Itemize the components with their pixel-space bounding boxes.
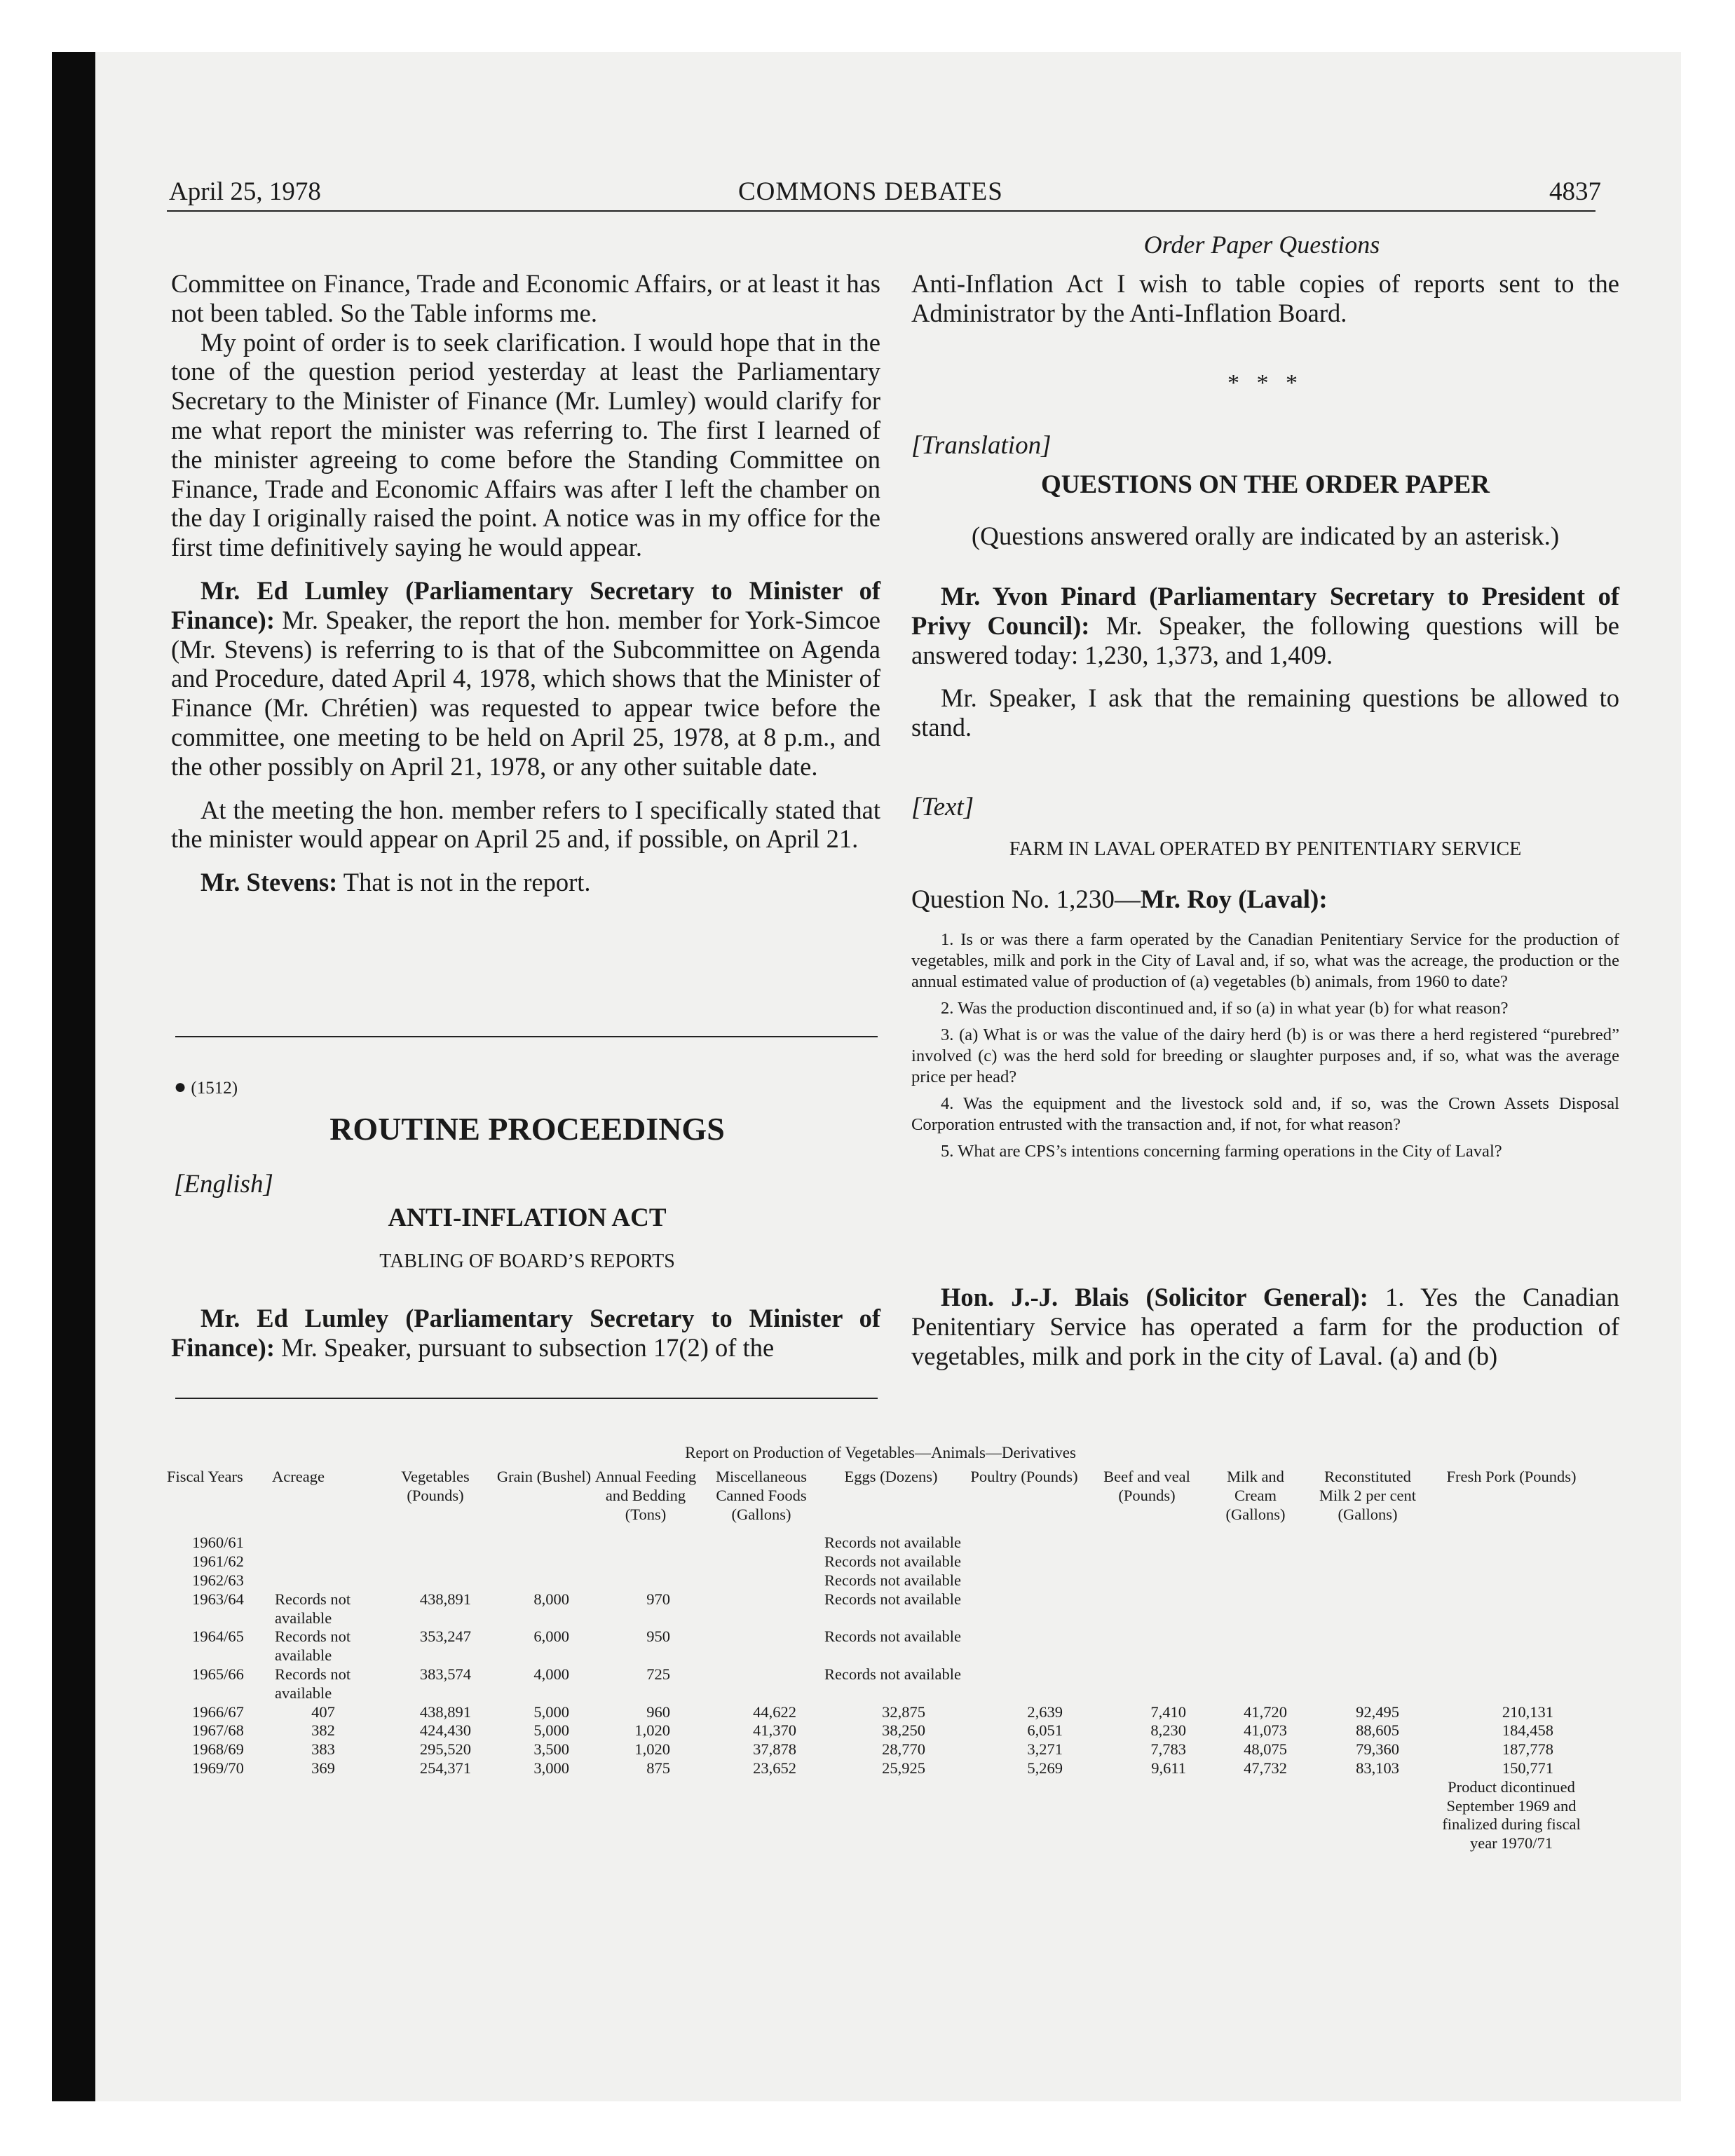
table-cell-recon: 79,360: [1356, 1740, 1399, 1759]
table-caption: Report on Production of Vegetables—Animals—Derivatives: [685, 1444, 1076, 1461]
table-cell-year: 1962/63: [192, 1571, 244, 1589]
table-row: [165, 1571, 1595, 1590]
table-cell-poultry: [958, 1534, 1091, 1553]
table-cell-poultry: [958, 1553, 1091, 1571]
question-parts: [911, 929, 1619, 1162]
table-row: [165, 1665, 1595, 1703]
table-cell-recon: [1308, 1590, 1427, 1628]
table-cell-recon: [1308, 1571, 1427, 1590]
table-cell-recon: [1308, 1628, 1427, 1665]
table-cell-pork: [1427, 1665, 1595, 1703]
table-cell-feed: 1,020: [634, 1740, 670, 1759]
table-cell-eggs: Records not available: [824, 1534, 961, 1552]
table-cell-feed: 875: [646, 1759, 670, 1777]
table-cell-eggs: Records not available: [824, 1665, 961, 1683]
table-cell-pork: [1427, 1590, 1595, 1628]
left-column: [171, 269, 880, 897]
column-header: Acreage: [272, 1468, 325, 1485]
table-cell-pork: 150,771: [1502, 1759, 1553, 1777]
table-cell-year: 1964/65: [192, 1628, 244, 1646]
table-cell-grain: [495, 1534, 593, 1553]
paragraph: Hon. J.-J. Blais (Solicitor General): 1. Yes the Canadian Penitentiary Service has operated a farm for the production of vegetables, milk and pork in the city of Laval. (a) and (b): [911, 1283, 1619, 1370]
table-row: [165, 1628, 1595, 1665]
table-cell-eggs: Records not available: [824, 1590, 961, 1608]
paragraph: Mr. Yvon Pinard (Parliamentary Secretary to President of Privy Council): Mr. Speaker, the following questions will be answered today: 1,230, 1,373, and 1,409.: [911, 582, 1619, 669]
column-header: Milk and Cream (Gallons): [1225, 1468, 1286, 1523]
paragraph: Mr. Speaker, I ask that the remaining questions be allowed to stand.: [911, 683, 1619, 742]
table-cell-eggs: 38,250: [882, 1721, 925, 1740]
act-title: ANTI-INFLATION ACT: [388, 1203, 667, 1232]
table-cell-veg: 438,891: [419, 1703, 471, 1721]
paragraph: Mr. Stevens: That is not in the report.: [200, 868, 591, 897]
table-cell-milk: [1203, 1665, 1308, 1703]
question-part: 2. Was the production discontinued and, if so (a) in what year (b) for what reason?: [941, 999, 1509, 1018]
table-cell-misc: [698, 1571, 824, 1590]
table-cell-eggs: 32,875: [882, 1703, 925, 1721]
question-number: Question No. 1,230—Mr. Roy (Laval):: [911, 885, 1328, 914]
table-cell-beef: 9,611: [1151, 1759, 1186, 1777]
table-cell-veg: 295,520: [419, 1740, 471, 1759]
table-row: [165, 1703, 1595, 1722]
table-header-row: [165, 1468, 1595, 1524]
table-cell-eggs: Records not available: [824, 1553, 961, 1571]
question-heading: FARM IN LAVAL OPERATED BY PENITENTIARY SERVICE: [1009, 838, 1522, 860]
table-cell-poultry: [958, 1628, 1091, 1665]
right-column-middle: [911, 582, 1619, 742]
table-row: [165, 1721, 1595, 1740]
table-cell-beef: [1091, 1628, 1203, 1665]
table-cell-milk: [1203, 1534, 1308, 1553]
table-cell-acreage: [271, 1553, 376, 1571]
table-cell-year: 1963/64: [192, 1590, 244, 1608]
right-column-answer: [911, 1283, 1619, 1370]
speaker-name: Mr. Ed Lumley (Parliamentary Secretary to Minister of Finance):: [171, 1304, 880, 1362]
speaker-name: Mr. Yvon Pinard (Parliamentary Secretary to President of Privy Council):: [911, 582, 1619, 640]
table-cell-year: 1966/67: [192, 1703, 244, 1721]
table-cell-acreage: Records not available: [275, 1665, 351, 1702]
question-part: 4. Was the equipment and the livestock sold and, if so, was the Crown Assets Disposal Corporation entrusted with the transaction and, if not, for what reason?: [911, 1094, 1619, 1134]
table-cell-misc: [698, 1590, 824, 1628]
column-end-rule: [175, 1398, 878, 1399]
header-page-number: 4837: [1549, 177, 1601, 206]
running-head: Order Paper Questions: [1143, 231, 1380, 259]
table-cell-recon: [1308, 1665, 1427, 1703]
table-cell-year: 1969/70: [192, 1759, 244, 1777]
table-cell-milk: [1203, 1553, 1308, 1571]
table-cell-misc: [698, 1553, 824, 1571]
table-cell-pork: 184,458: [1502, 1721, 1553, 1740]
table-cell-poultry: 2,639: [1027, 1703, 1063, 1721]
table-cell-acreage: 407: [311, 1703, 335, 1721]
right-column: [911, 269, 1619, 328]
column-header: Eggs (Dozens): [844, 1468, 938, 1485]
column-header: Grain (Bushel): [496, 1468, 592, 1485]
table-row: [165, 1534, 1595, 1553]
table-cell-poultry: [958, 1665, 1091, 1703]
table-cell-misc: [698, 1665, 824, 1703]
left-column-bottom: [171, 1304, 880, 1363]
table-cell-feed: 950: [646, 1628, 670, 1646]
table-cell-veg: 254,371: [419, 1759, 471, 1777]
column-header: Fresh Pork (Pounds): [1446, 1468, 1577, 1485]
note: (Questions answered orally are indicated by an asterisk.): [971, 522, 1560, 551]
table-cell-beef: [1091, 1553, 1203, 1571]
table-cell-acreage: 383: [311, 1740, 335, 1759]
table-cell-beef: [1091, 1665, 1203, 1703]
table-cell-eggs: Records not available: [824, 1571, 961, 1589]
table-cell-grain: [495, 1571, 593, 1590]
table-note-row: [165, 1778, 1595, 1853]
header-rule: [167, 210, 1595, 212]
question-part: 1. Is or was there a farm operated by the Canadian Penitentiary Service for the production of vegetables, milk and pork in the City of Laval and, if so, what was the acreage, the production or the annual estimated value of production of (a) vegetables (b) animals, from 1960 to date?: [911, 930, 1619, 991]
table-cell-feed: 970: [646, 1590, 670, 1608]
table-cell-acreage: [271, 1571, 376, 1590]
table-cell-poultry: 5,269: [1027, 1759, 1063, 1777]
column-header: Annual Feeding and Bedding (Tons): [594, 1468, 697, 1523]
paragraph: My point of order is to seek clarification. I would hope that in the tone of the question period yesterday at least the Parliamentary Secretary to the Minister of Finance (Mr. Lumley) would clarify for me what report the minister was referring to. The first I learned of the minister agreeing to come before the Standing Committee on Finance, Trade and Economic Affairs was after I left the chamber on the day I originally raised the point. A notice was in my office for the first time definitively saying he would appear.: [171, 327, 880, 562]
table-cell-feed: 1,020: [634, 1721, 670, 1740]
table-cell-poultry: [958, 1590, 1091, 1628]
column-header: Beef and veal (Pounds): [1103, 1468, 1190, 1504]
table-cell-year: 1965/66: [192, 1665, 244, 1683]
pork-note: Product dicontinued September 1969 and finalized during fiscal year 1970/71: [1442, 1778, 1581, 1853]
table-cell-recon: 92,495: [1356, 1703, 1399, 1721]
table-cell-pork: [1427, 1571, 1595, 1590]
table-cell-year: 1960/61: [192, 1534, 244, 1552]
table-cell-veg: 353,247: [419, 1628, 471, 1646]
table-cell-beef: [1091, 1571, 1203, 1590]
section-title: ROUTINE PROCEEDINGS: [329, 1111, 725, 1147]
table-cell-veg: 424,430: [419, 1721, 471, 1740]
table-cell-feed: 725: [646, 1665, 670, 1683]
table-cell-acreage: [271, 1534, 376, 1553]
table-cell-year: 1967/68: [192, 1721, 244, 1740]
table-cell-poultry: 3,271: [1027, 1740, 1063, 1759]
table-row: [165, 1759, 1595, 1778]
table-cell-grain: 6,000: [533, 1628, 569, 1646]
table-cell-veg: 383,574: [419, 1665, 471, 1683]
table-row: [165, 1590, 1595, 1628]
bullet-icon: ●: [174, 1075, 187, 1098]
table-cell-misc: [698, 1534, 824, 1553]
production-table: [165, 1468, 1595, 1853]
time-marker: ● (1512): [174, 1075, 238, 1098]
table-cell-milk: 47,732: [1244, 1759, 1287, 1777]
table-cell-feed: 960: [646, 1703, 670, 1721]
section-title: QUESTIONS ON THE ORDER PAPER: [1040, 470, 1490, 499]
table-cell-pork: 210,131: [1502, 1703, 1553, 1721]
paragraph: Committee on Finance, Trade and Economic Affairs, or at least it has not been tabled. So the Table informs me.: [171, 269, 880, 327]
separator-stars: * * *: [1227, 370, 1303, 396]
table-cell-feed: [593, 1571, 698, 1590]
header-title: COMMONS DEBATES: [738, 177, 1003, 206]
table-cell-beef: [1091, 1534, 1203, 1553]
table-cell-eggs: Records not available: [824, 1628, 961, 1646]
table-cell-feed: [593, 1534, 698, 1553]
language-marker: [English]: [174, 1170, 273, 1199]
table-cell-milk: 41,720: [1244, 1703, 1287, 1721]
language-marker: [Text]: [911, 793, 974, 821]
header-date: April 25, 1978: [169, 177, 321, 206]
paragraph: Anti-Inflation Act I wish to table copies of reports sent to the Administrator by the Anti-Inflation Board.: [911, 269, 1619, 327]
table-row: [165, 1553, 1595, 1571]
table-cell-recon: [1308, 1553, 1427, 1571]
table-cell-veg: 438,891: [419, 1590, 471, 1608]
column-header: Poultry (Pounds): [970, 1468, 1078, 1485]
table-cell-milk: 48,075: [1244, 1740, 1287, 1759]
table-cell-misc: 44,622: [753, 1703, 796, 1721]
table-row: [165, 1740, 1595, 1759]
table-cell-poultry: [958, 1571, 1091, 1590]
table-cell-beef: 8,230: [1150, 1721, 1186, 1740]
table-cell-misc: [698, 1628, 824, 1665]
table-cell-eggs: 28,770: [882, 1740, 925, 1759]
table-cell-veg: [376, 1553, 495, 1571]
table-cell-grain: 5,000: [533, 1721, 569, 1740]
subheading: TABLING OF BOARD’S REPORTS: [379, 1250, 675, 1272]
column-header: Vegetables (Pounds): [401, 1468, 470, 1504]
table-cell-grain: 4,000: [533, 1665, 569, 1683]
table-cell-year: 1968/69: [192, 1740, 244, 1759]
paragraph: At the meeting the hon. member refers to I specifically stated that the minister would appear on April 25 and, if possible, on April 21.: [171, 795, 880, 854]
table-cell-misc: 23,652: [753, 1759, 796, 1777]
table-cell-milk: 41,073: [1244, 1721, 1287, 1740]
table-cell-pork: [1427, 1628, 1595, 1665]
table-cell-acreage: 382: [311, 1721, 335, 1740]
table-cell-grain: 5,000: [533, 1703, 569, 1721]
language-marker: [Translation]: [911, 431, 1052, 460]
table-cell-acreage: 369: [311, 1759, 335, 1777]
column-header: Miscellaneous Canned Foods (Gallons): [716, 1468, 807, 1523]
speaker-name: Mr. Ed Lumley (Parliamentary Secretary to Minister of Finance):: [171, 575, 880, 634]
scan-edge-shadow: [52, 52, 95, 2101]
table-cell-beef: 7,410: [1150, 1703, 1186, 1721]
column-header: Fiscal Years: [167, 1468, 243, 1485]
table-cell-eggs: 25,925: [882, 1759, 925, 1777]
table-cell-grain: 3,500: [533, 1740, 569, 1759]
table-cell-recon: 83,103: [1356, 1759, 1399, 1777]
table-cell-poultry: 6,051: [1027, 1721, 1063, 1740]
paragraph: Mr. Ed Lumley (Parliamentary Secretary to Minister of Finance): Mr. Speaker, pursuant to subsection 17(2) of the: [171, 1304, 880, 1362]
table-cell-beef: 7,783: [1150, 1740, 1186, 1759]
table-cell-recon: 88,605: [1356, 1721, 1399, 1740]
table-cell-milk: [1203, 1628, 1308, 1665]
paragraph: Mr. Ed Lumley (Parliamentary Secretary to Minister of Finance): Mr. Speaker, the report the hon. member for York-Simcoe (Mr. Stevens) is referring to is that of the Subcommittee on Agenda and Procedure, dated April 4, 1978, which shows that the Minister of Finance (Mr. Chrétien) was requested to appear twice before the committee, one meeting to be held on April 25, 1978, at 8 p.m., and the other possibly on April 21, 1978, or any other suitable date.: [171, 575, 880, 781]
table-cell-misc: 37,878: [753, 1740, 796, 1759]
table-cell-veg: [376, 1571, 495, 1590]
table-cell-acreage: Records not available: [275, 1628, 351, 1665]
table-cell-veg: [376, 1534, 495, 1553]
table-cell-year: 1961/62: [192, 1553, 244, 1571]
table-cell-acreage: Records not available: [275, 1590, 351, 1627]
table-cell-misc: 41,370: [753, 1721, 796, 1740]
table-cell-pork: 187,778: [1502, 1740, 1553, 1759]
table-cell-milk: [1203, 1571, 1308, 1590]
speaker-name: Hon. J.-J. Blais (Solicitor General):: [941, 1283, 1368, 1311]
table-cell-beef: [1091, 1590, 1203, 1628]
question-part: 5. What are CPS’s intentions concerning farming operations in the City of Laval?: [941, 1142, 1502, 1161]
table-cell-grain: [495, 1553, 593, 1571]
table-cell-milk: [1203, 1590, 1308, 1628]
section-rule: [175, 1036, 878, 1037]
speaker-name: Mr. Stevens:: [200, 868, 338, 897]
table-cell-pork: [1427, 1553, 1595, 1571]
table-cell-grain: 8,000: [533, 1590, 569, 1608]
table-cell-recon: [1308, 1534, 1427, 1553]
column-header: Reconstituted Milk 2 per cent (Gallons): [1319, 1468, 1417, 1523]
table-cell-grain: 3,000: [533, 1759, 569, 1777]
table-cell-pork: [1427, 1534, 1595, 1553]
question-part: 3. (a) What is or was the value of the dairy herd (b) is or was there a herd registered “purebred” involved (c) was the herd sold for breeding or slaughter purposes and, if so, what was the average price per head?: [911, 1025, 1619, 1086]
table-cell-feed: [593, 1553, 698, 1571]
